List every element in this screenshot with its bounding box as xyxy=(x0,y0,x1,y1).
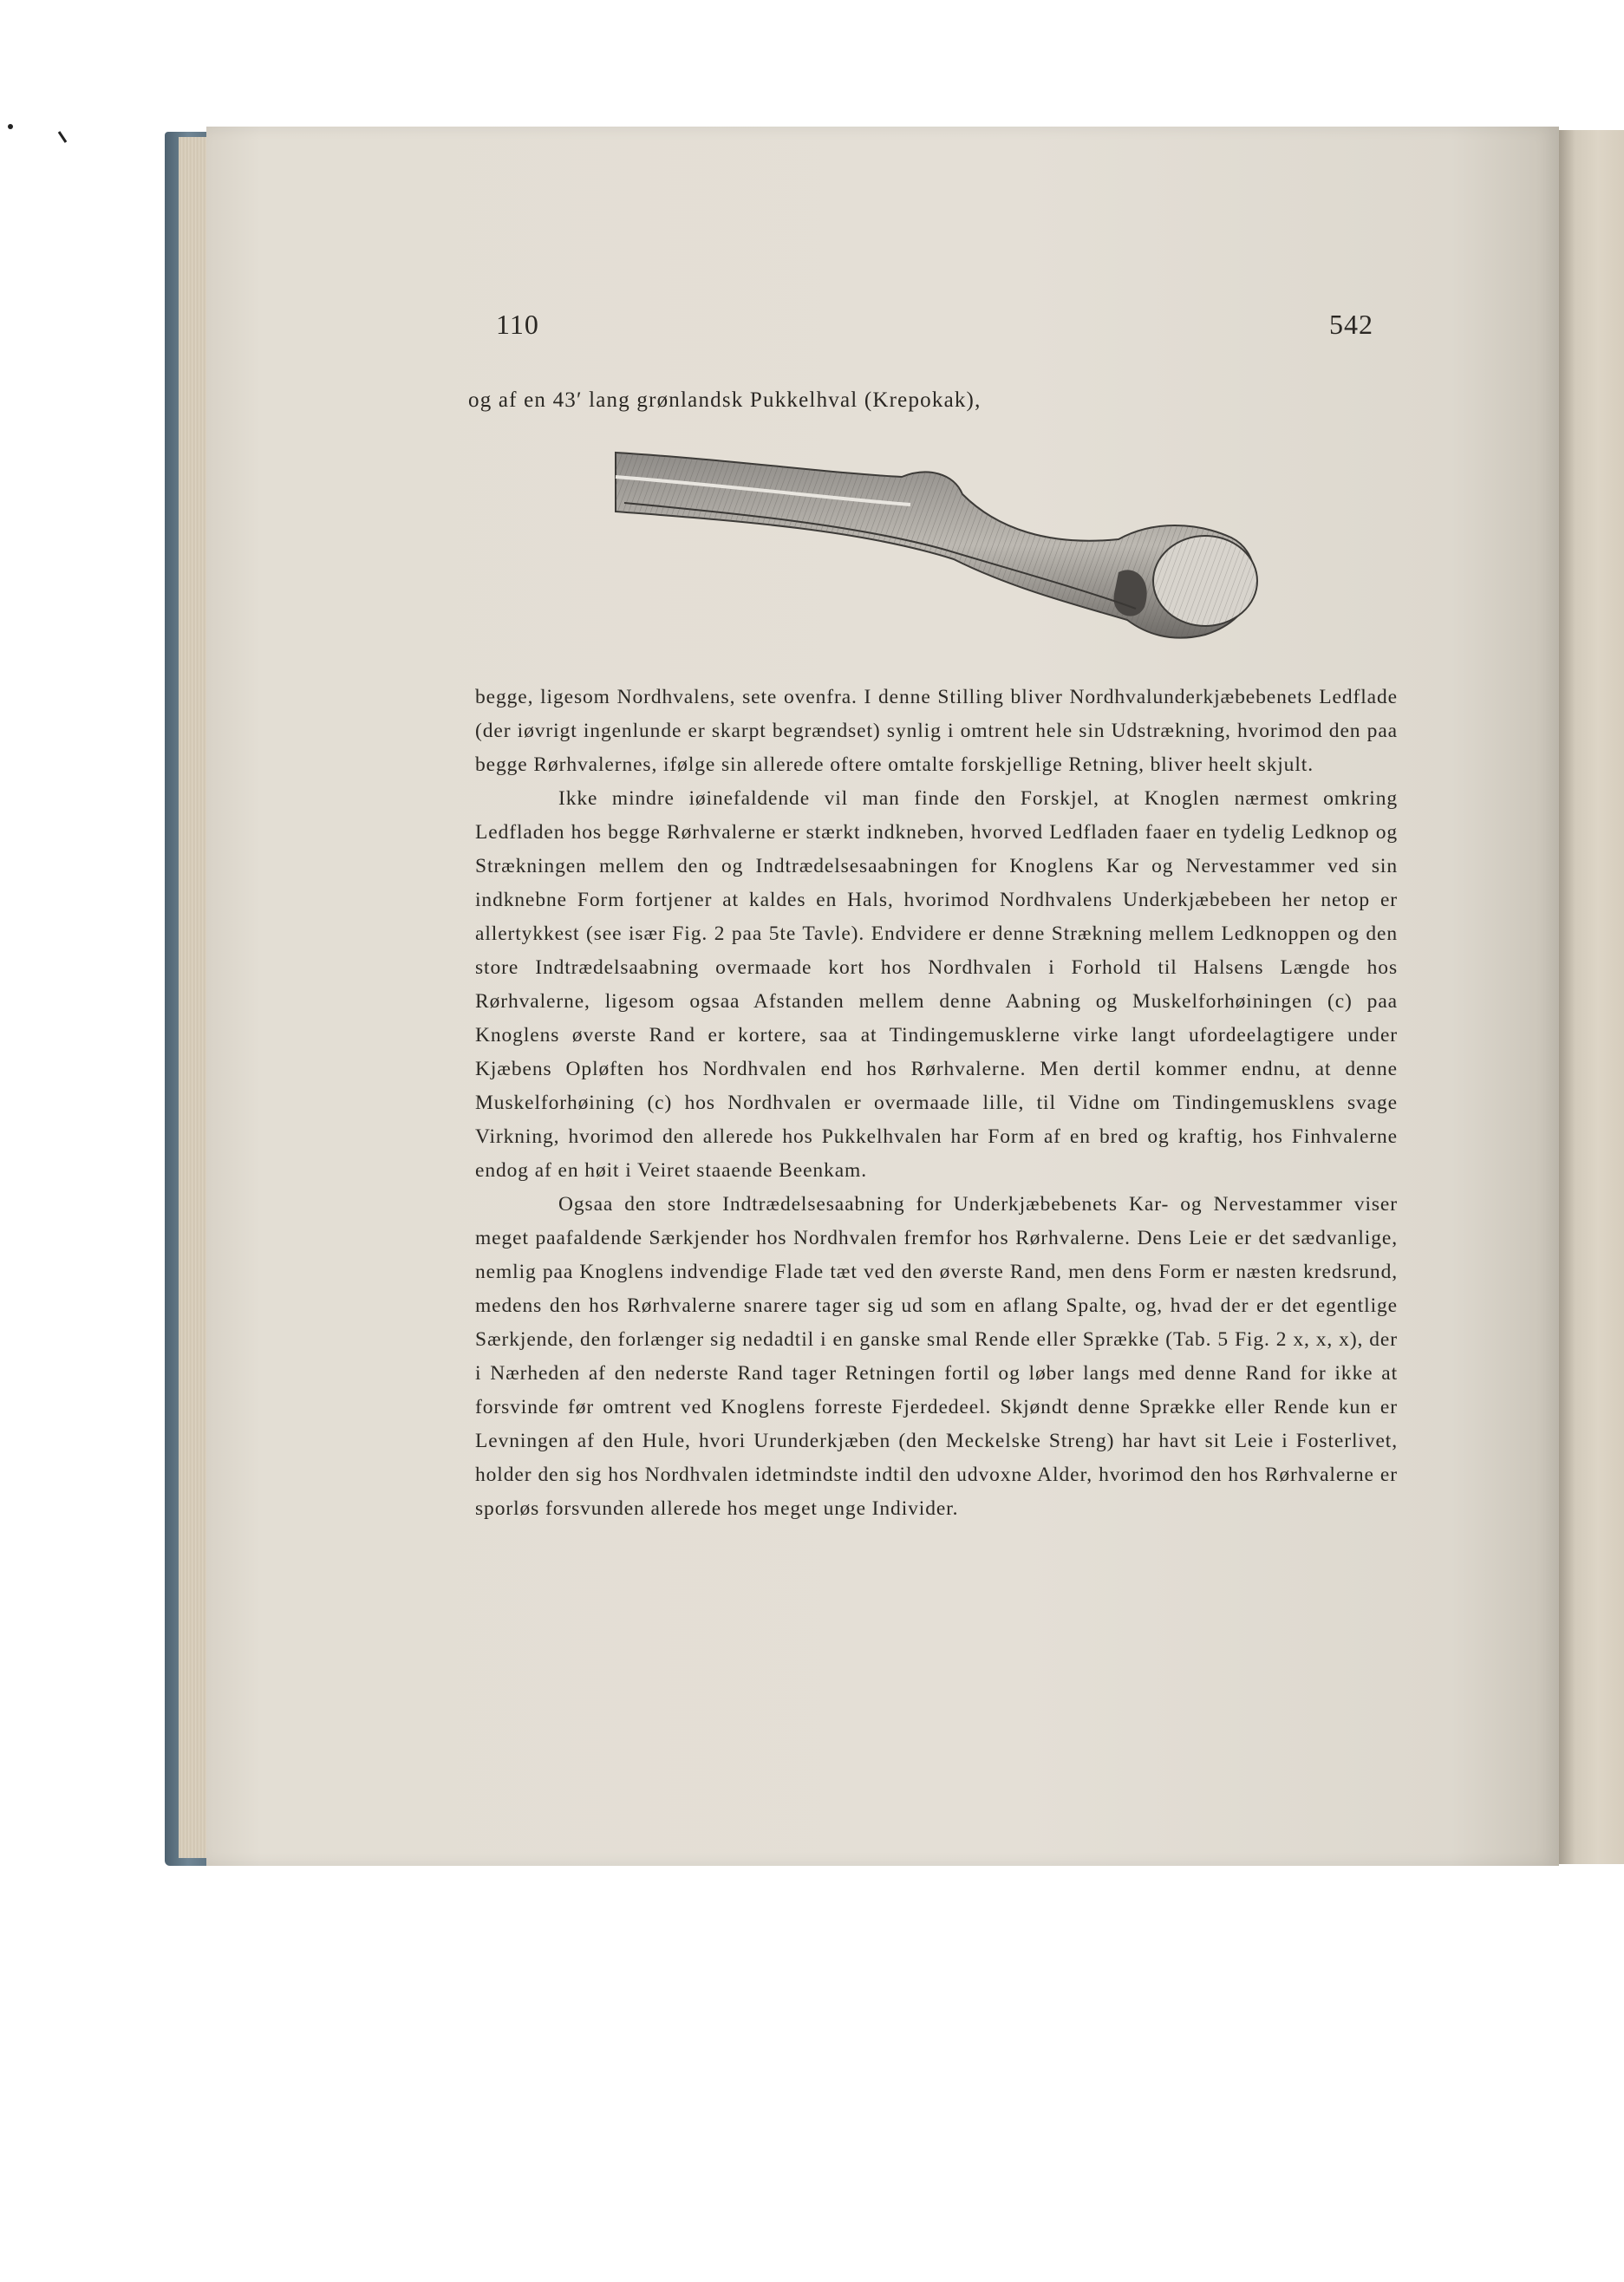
figure-caption: og af en 43′ lang grønlandsk Pukkelhval (Krepokak), xyxy=(468,388,982,412)
paragraph: begge, ligesom Nordhvalens, sete ovenfra. I denne Stilling bliver Nordhvalunderkjæbebenets Ledflade (der iøvrigt ingenlunde er skarpt begrændset) synlig i omtrent hele sin Udstrækning, hvorimod den paa begge Rørhvalernes, ifølge sin allerede oftere omtalte forskjellige Retning, bliver heelt skjult. xyxy=(475,686,1398,776)
facing-page-edge xyxy=(1559,130,1624,1864)
paragraph: Ogsaa den store Indtrædelsesaabning for Underkjæbebenets Kar- og Nervestammer viser meget paafaldende Særkjender hos Nordhvalen fremfor hos Rørhvalerne. Dens Leie er det sædvanlige, nemlig paa Knoglens indvendige Flade tæt ved den øverste Rand, men dens Form er næsten kredsrund, medens den hos Rørhvalerne snarere tager sig ud som en aflang Spalte, og, hvad der er det egentlige Særkjende, den forlænger sig nedadtil i en ganske smal Rende eller Sprække (Tab. 5 Fig. 2 x, x, x), der i Nærheden af den nederste Rand tager Retningen fortil og løber langs med denne Rand for ikke at forsvinde før omtrent ved Knoglens forreste Fjerdedeel. Skjøndt denne Sprække eller Rende kun er Levningen af den Hule, hvori Urunderkjæben (den Meckelske Streng) har havt sit Leie i Fosterlivet, holder den sig hos Nordhvalen idetmindste indtil den udvoxne Alder, hvorimod den hos Rørhvalerne er sporløs forsvunden allerede hos meget unge Individer. xyxy=(475,1193,1398,1520)
stray-marks xyxy=(0,0,104,173)
whale-jawbone-engraving-icon xyxy=(598,442,1283,655)
page-number-right: 542 xyxy=(1329,309,1373,340)
body-text xyxy=(475,681,1398,1526)
page-number-left: 110 xyxy=(496,309,539,340)
paragraph: Ikke mindre iøinefaldende vil man finde den Forskjel, at Knoglen nærmest omkring Ledfladen hos begge Rørhvalerne er stærkt indkneben, hvorved Ledfladen faaer en tydelig Ledknop og Strækningen mellem den og Indtrædelsesaabningen for Knoglens Kar og Nervestammer ved sin indknebne Form fortjener at kaldes en Hals, hvorimod Nordhvalens Underkjæbebeen her netop er allertykkest (see især Fig. 2 paa 5te Tavle). Endvidere er denne Strækning mellem Ledknoppen og den store Indtrædelsaabning overmaade kort hos Nordhvalen i Forhold til Halsens Længde hos Rørhvalerne, ligesom ogsaa Afstanden mellem denne Aabning og Muskelforhøiningen (c) paa Knoglens øverste Rand er kortere, saa at Tindingemusklerne virke langt ufordeelagtigere under Kjæbens Opløften hos Nordhvalen end hos Rørhvalerne. Men dertil kommer endnu, at denne Muskelforhøining (c) hos Nordhvalen er overmaade lille, til Vidne om Tindingemusklens svage Virkning, hvorimod den allerede hos Pukkelhvalen har Form af en bred og kraftig, hos Finhvalerne endog af en høit i Veiret staaende Beenkam. xyxy=(475,787,1398,1182)
